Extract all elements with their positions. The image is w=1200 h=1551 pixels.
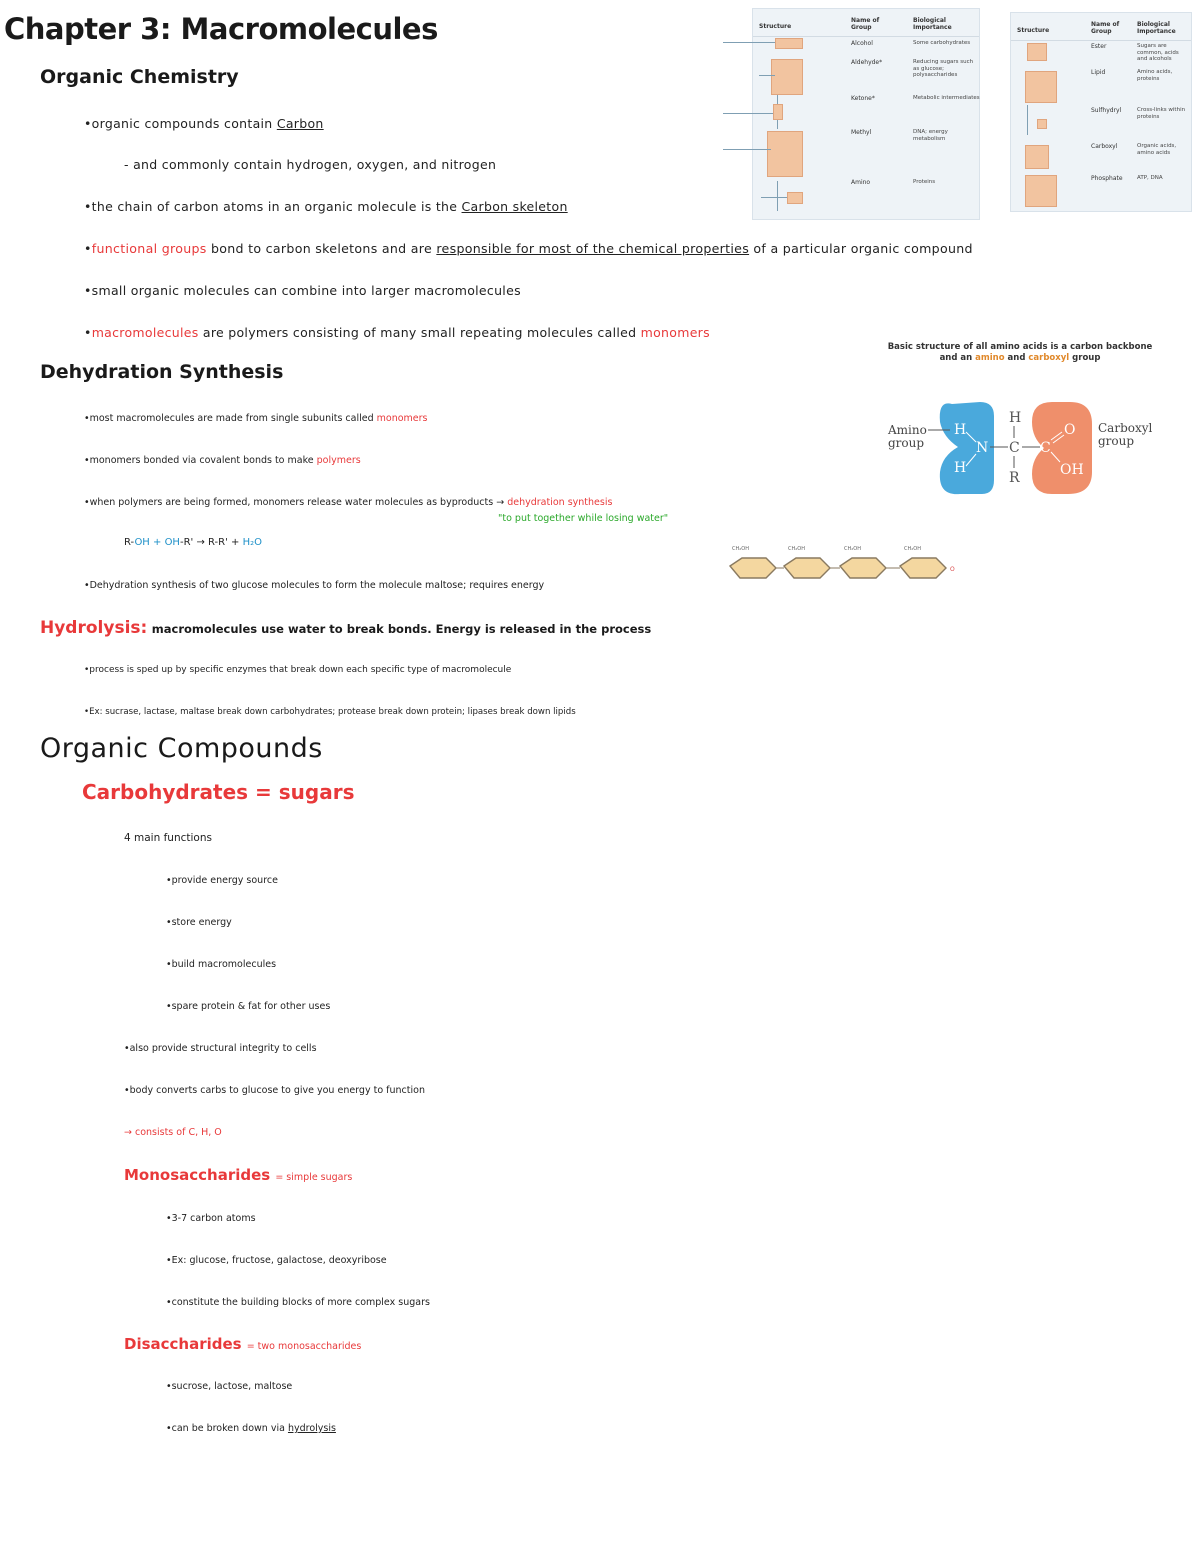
note-line: •Ex: glucose, fructose, galactose, deoxyribose <box>166 1255 387 1266</box>
note-line <box>84 199 568 214</box>
note-line: •Dehydration synthesis of two glucose molecules to form the molecule maltose; requires energy <box>84 580 545 591</box>
group-importance: Metabolic intermediates <box>913 95 980 101</box>
note-line: •store energy <box>166 917 232 928</box>
subheading-disaccharides <box>124 1334 361 1353</box>
bond-line <box>723 149 771 150</box>
text: R- <box>124 537 135 548</box>
note-line: •spare protein & fat for other uses <box>166 1001 331 1012</box>
carboxyl-label: Carboxyl <box>1098 421 1153 435</box>
group-name: Methyl <box>851 129 872 136</box>
atom-H: H <box>954 460 967 476</box>
note-line: → consists of C, H, O <box>124 1127 222 1138</box>
bond-line <box>1027 105 1028 135</box>
text: -R' → R-R' + <box>179 537 240 548</box>
text: H₂O <box>242 537 263 548</box>
functional-groups-table-left <box>752 8 980 220</box>
group-importance: Amino acids, proteins <box>1137 69 1173 82</box>
table-divider <box>1011 40 1191 41</box>
note-line <box>84 241 973 256</box>
highlight-term: monomers <box>640 325 710 340</box>
text: • <box>84 241 92 256</box>
highlight-term: Monosaccharides <box>124 1166 271 1184</box>
note-line <box>84 497 612 508</box>
carboxyl-label: group <box>1098 434 1135 448</box>
functional-groups-table-right <box>1010 12 1192 212</box>
group-name: Carboxyl <box>1091 143 1118 150</box>
atom-H: H <box>954 422 967 438</box>
underlined-term: Carbon skeleton <box>461 199 568 214</box>
note-line: 4 main functions <box>124 832 212 844</box>
group-swatch <box>767 131 803 177</box>
note-line: •process is sped up by specific enzymes that break down each specific type of macromolecule <box>84 665 512 675</box>
group-swatch <box>1025 175 1057 207</box>
amino-label: group <box>888 436 925 450</box>
ring-label: CH₂OH <box>904 546 921 552</box>
group-name: Sulfhydryl <box>1091 107 1122 114</box>
group-swatch <box>1037 119 1047 129</box>
highlight-term: dehydration synthesis <box>507 497 613 508</box>
text: = simple sugars <box>275 1172 353 1183</box>
atom-O: O <box>1064 422 1076 438</box>
group-swatch <box>771 59 803 95</box>
group-importance: Cross-links within proteins <box>1137 107 1186 120</box>
glucose-ring <box>840 546 886 578</box>
highlight-term: macromolecules <box>91 325 199 340</box>
glucose-ring <box>730 546 776 578</box>
note-line <box>84 455 361 466</box>
note-annotation: "to put together while losing water" <box>498 513 669 524</box>
heading-organic-compounds: Organic Compounds <box>40 733 323 764</box>
note-line: •body converts carbs to glucose to give you energy to function <box>124 1085 425 1096</box>
text: •most macromolecules are made from single subunits called <box>84 413 374 424</box>
table-header: Name of Group <box>851 17 880 31</box>
text: macromolecules use water to break bonds. Energy is released in the process <box>151 622 652 636</box>
note-line: •provide energy source <box>166 875 278 886</box>
heading-organic-chemistry: Organic Chemistry <box>40 66 239 88</box>
subheading-monosaccharides <box>124 1165 352 1184</box>
text: of a particular organic compound <box>753 241 973 256</box>
note-line <box>84 116 324 131</box>
note-line: •small organic molecules can combine into larger macromolecules <box>84 283 521 298</box>
note-line <box>84 413 428 424</box>
note-line: •build macromolecules <box>166 959 277 970</box>
table-header: Name of Group <box>1091 21 1120 35</box>
group-swatch <box>775 38 803 49</box>
group-name: Aldehyde* <box>851 59 883 66</box>
note-line: - and commonly contain hydrogen, oxygen, and nitrogen <box>124 157 497 172</box>
highlight-term: functional groups <box>91 241 207 256</box>
amino-label: Amino <box>888 423 927 437</box>
underlined-term: responsible for most of the chemical properties <box>436 241 750 256</box>
text: •when polymers are being formed, monomers release water molecules as byproducts → <box>84 497 505 508</box>
text: •organic compounds contain <box>84 116 273 131</box>
note-line: •also provide structural integrity to cells <box>124 1043 317 1054</box>
note-line <box>166 1423 336 1434</box>
group-name: Alcohol <box>851 40 873 47</box>
group-importance: Proteins <box>913 179 936 185</box>
atom-C: C <box>1040 440 1051 456</box>
heading-dehydration-synthesis: Dehydration Synthesis <box>40 361 284 383</box>
note-line: •3-7 carbon atoms <box>166 1213 256 1224</box>
group-name: Ketone* <box>851 95 875 102</box>
equation <box>124 537 262 548</box>
note-line <box>84 325 710 340</box>
table-header: Biological Importance <box>913 17 952 31</box>
page-title: Chapter 3: Macromolecules <box>4 12 438 46</box>
atom-C: C <box>1009 440 1020 456</box>
group-name: Phosphate <box>1091 175 1123 182</box>
group-name: Ester <box>1091 43 1107 50</box>
group-swatch <box>773 104 783 120</box>
underlined-term: hydrolysis <box>287 1423 336 1434</box>
highlight-term: Hydrolysis: <box>40 618 148 638</box>
amino-acid-title <box>870 342 1170 364</box>
group-swatch <box>787 192 803 204</box>
glucose-ring <box>784 546 830 578</box>
group-importance: Reducing sugars such as glucose; polysaccharides <box>913 59 974 78</box>
text: •the chain of carbon atoms in an organic molecule is the <box>84 199 458 214</box>
atom-R: R <box>1009 470 1020 486</box>
group-importance: ATP, DNA <box>1137 175 1163 181</box>
highlight-term: monomers <box>376 413 428 424</box>
bond-line <box>759 75 775 76</box>
note-line: •constitute the building blocks of more complex sugars <box>166 1297 430 1308</box>
group-swatch <box>1027 43 1047 61</box>
table-divider <box>753 36 979 37</box>
table-header: Structure <box>1017 27 1050 34</box>
group-importance: Sugars are common, acids and alcohols <box>1137 43 1179 62</box>
text: and <box>1007 353 1026 363</box>
ring-label: O <box>950 566 955 573</box>
group-importance: Organic acids, amino acids <box>1137 143 1177 156</box>
text: amino <box>975 353 1005 363</box>
glucose-chain-diagram <box>718 540 963 602</box>
text: OH + OH <box>134 537 180 548</box>
text: and an <box>939 353 973 363</box>
group-swatch <box>1025 145 1049 169</box>
heading-carbohydrates: Carbohydrates = sugars <box>82 780 355 804</box>
note-line: •Ex: sucrase, lactase, maltase break down carbohydrates; protease break down protein; lipases break down lipids <box>84 707 576 717</box>
atom-H: H <box>1009 410 1022 426</box>
highlight-term: Disaccharides <box>124 1335 242 1353</box>
atom-OH: OH <box>1060 462 1084 478</box>
group-importance: Some carbohydrates <box>913 40 971 46</box>
hydrolysis-heading <box>40 618 651 638</box>
text: are polymers consisting of many small repeating molecules called <box>202 325 637 340</box>
text: bond to carbon skeletons and are <box>210 241 433 256</box>
glucose-ring <box>900 546 946 578</box>
table-header: Biological Importance <box>1137 21 1176 35</box>
bond-line <box>777 181 778 211</box>
text: • <box>84 325 92 340</box>
ring-label: CH₂OH <box>732 546 749 552</box>
text: Basic structure of all amino acids is a carbon backbone <box>887 342 1153 352</box>
highlight-term: polymers <box>316 455 361 466</box>
group-name: Lipid <box>1091 69 1106 76</box>
table-header: Structure <box>759 23 792 30</box>
ring-label: CH₂OH <box>788 546 805 552</box>
text: •can be broken down via <box>166 1423 285 1434</box>
amino-acid-diagram <box>880 392 1170 504</box>
group-importance: DNA; energy metabolism <box>913 129 948 142</box>
text: = two monosaccharides <box>246 1341 362 1352</box>
underlined-term: Carbon <box>276 116 324 131</box>
bond-line <box>723 113 779 114</box>
group-name: Amino <box>851 179 871 186</box>
atom-N: N <box>976 440 989 456</box>
group-swatch <box>1025 71 1057 103</box>
note-line: •sucrose, lactose, maltose <box>166 1381 293 1392</box>
ring-label: CH₂OH <box>844 546 861 552</box>
text: •monomers bonded via covalent bonds to make <box>84 455 314 466</box>
text: group <box>1072 353 1101 363</box>
text: carboxyl <box>1028 353 1070 363</box>
